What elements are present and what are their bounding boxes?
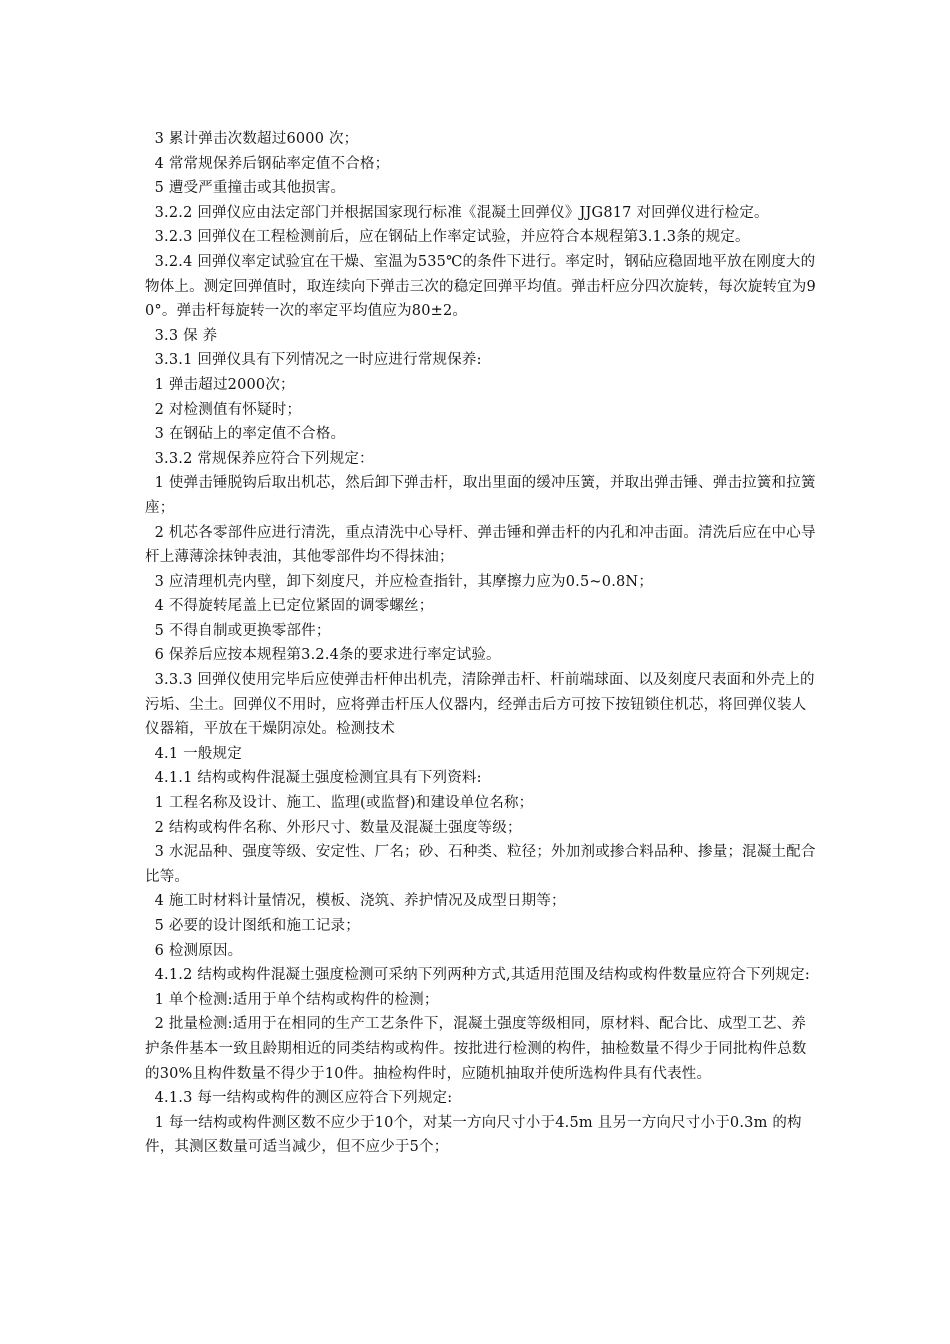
paragraph: 2 对检测值有怀疑时；: [145, 401, 302, 418]
paragraph: 5 遭受严重撞击或其他损害。: [145, 180, 346, 197]
paragraph: 1 单个检测:适用于单个结构或构件的检测；: [145, 991, 439, 1008]
paragraph: 6 检测原因。: [145, 942, 243, 959]
paragraph: 3.3.2 常规保养应符合下列规定：: [145, 450, 374, 467]
paragraph: 3.2.3 回弹仪在工程检测前后，应在钢砧上作率定试验，并应符合本规程第3.1.3条的规定。: [145, 229, 750, 246]
paragraph: 2 机芯各零部件应进行清洗，重点清洗中心导杆、弹击锤和弹击杆的内孔和冲击面。清洗后应在中心导杆上薄薄涂抹钟表油，其他零部件均不得抹油；: [145, 524, 816, 566]
paragraph: 1 使弹击锤脱钩后取出机芯，然后卸下弹击杆，取出里面的缓冲压簧，并取出弹击锤、弹击拉簧和拉簧座；: [145, 475, 816, 516]
paragraph: 3.3.3 回弹仪使用完毕后应使弹击杆伸出机壳，清除弹击杆、杆前端球面、以及刻度尺表面和外壳上的污垢、尘土。回弹仪不用时，应将弹击杆压人仪器内，经弹击后方可按下按钮锁住机芯，将回弹仪装人仪器箱，平放在干燥阴凉处。检测技术: [145, 672, 815, 738]
paragraph: 4.1.3 每一结构或构件的测区应符合下列规定:: [145, 1090, 453, 1107]
paragraph: 3 水泥品种、强度等级、安定性、厂名；砂、石种类、粒径；外加剂或掺合料品种、掺量；混凝土配合比等。: [145, 844, 816, 885]
paragraph: 4 不得旋转尾盖上已定位紧固的调零螺丝；: [145, 598, 434, 615]
paragraph: 4 常常规保养后钢砧率定值不合格；: [145, 155, 390, 172]
paragraph: 6 保养后应按本规程第3.2.4条的要求进行率定试验。: [145, 647, 501, 664]
paragraph: 3 在钢砧上的率定值不合格。: [145, 426, 346, 443]
paragraph: 4.1.2 结构或构件混凝土强度检测可采纳下列两种方式,其适用范围及结构或构件数量应符合下列规定:: [145, 967, 810, 984]
paragraph: 4 施工时材料计量情况，模板、浇筑、养护情况及成型日期等；: [145, 893, 566, 910]
paragraph: 3 累计弹击次数超过6000 次；: [145, 131, 359, 147]
paragraph: 4.1.1 结构或构件混凝土强度检测宜具有下列资料:: [145, 770, 482, 787]
paragraph: 2 批量检测:适用于在相同的生产工艺条件下，混凝土强度等级相同，原材料、配合比、成型工艺、养护条件基本一致且龄期相近的同类结构或构件。按批进行检测的构件，抽检数量不得少于同批构件总数的30%且构件数量不得少于10件。抽检构件时，应随机抽取并使所选构件具有代表性。: [145, 1016, 807, 1082]
paragraph: 3.3.1 回弹仪具有下列情况之一时应进行常规保养:: [145, 352, 482, 369]
paragraph: 1 每一结构或构件测区数不应少于10个，对某一方向尺寸小于4.5m 且另一方向尺寸小于0.3m 的构件，其测区数量可适当减少，但不应少于5个；: [145, 1114, 802, 1156]
paragraph: 3.3 保 养: [145, 327, 218, 344]
paragraph: 1 工程名称及设计、施工、监理(或监督)和建设单位名称；: [145, 795, 534, 812]
paragraph: 5 不得自制或更换零部件；: [145, 622, 331, 639]
paragraph: 3 应清理机壳内壁，卸下刻度尺，并应检查指针，其摩擦力应为0.5~0.8N；: [145, 573, 654, 590]
paragraph: 2 结构或构件名称、外形尺寸、数量及混凝土强度等级；: [145, 819, 522, 836]
paragraph: 3.2.2 回弹仪应由法定部门并根据国家现行标准《混凝土回弹仪》JJG817 对回弹仪进行检定。: [145, 204, 769, 221]
paragraph: 4.1 一般规定: [145, 745, 242, 762]
paragraph: 1 弹击超过2000次；: [145, 376, 295, 393]
paragraph: 3.2.4 回弹仪率定试验宜在干燥、室温为535℃的条件下进行。率定时，钢砧应稳固地平放在刚度大的物体上。测定回弹值时，取连续向下弹击三次的稳定回弹平均值。弹击杆应分四次旋转，每次旋转宜为90°。弹击杆每旋转一次的率定平均值应为80±2。: [145, 253, 816, 320]
document-body: [145, 127, 817, 1160]
paragraph: 5 必要的设计图纸和施工记录；: [145, 918, 360, 934]
